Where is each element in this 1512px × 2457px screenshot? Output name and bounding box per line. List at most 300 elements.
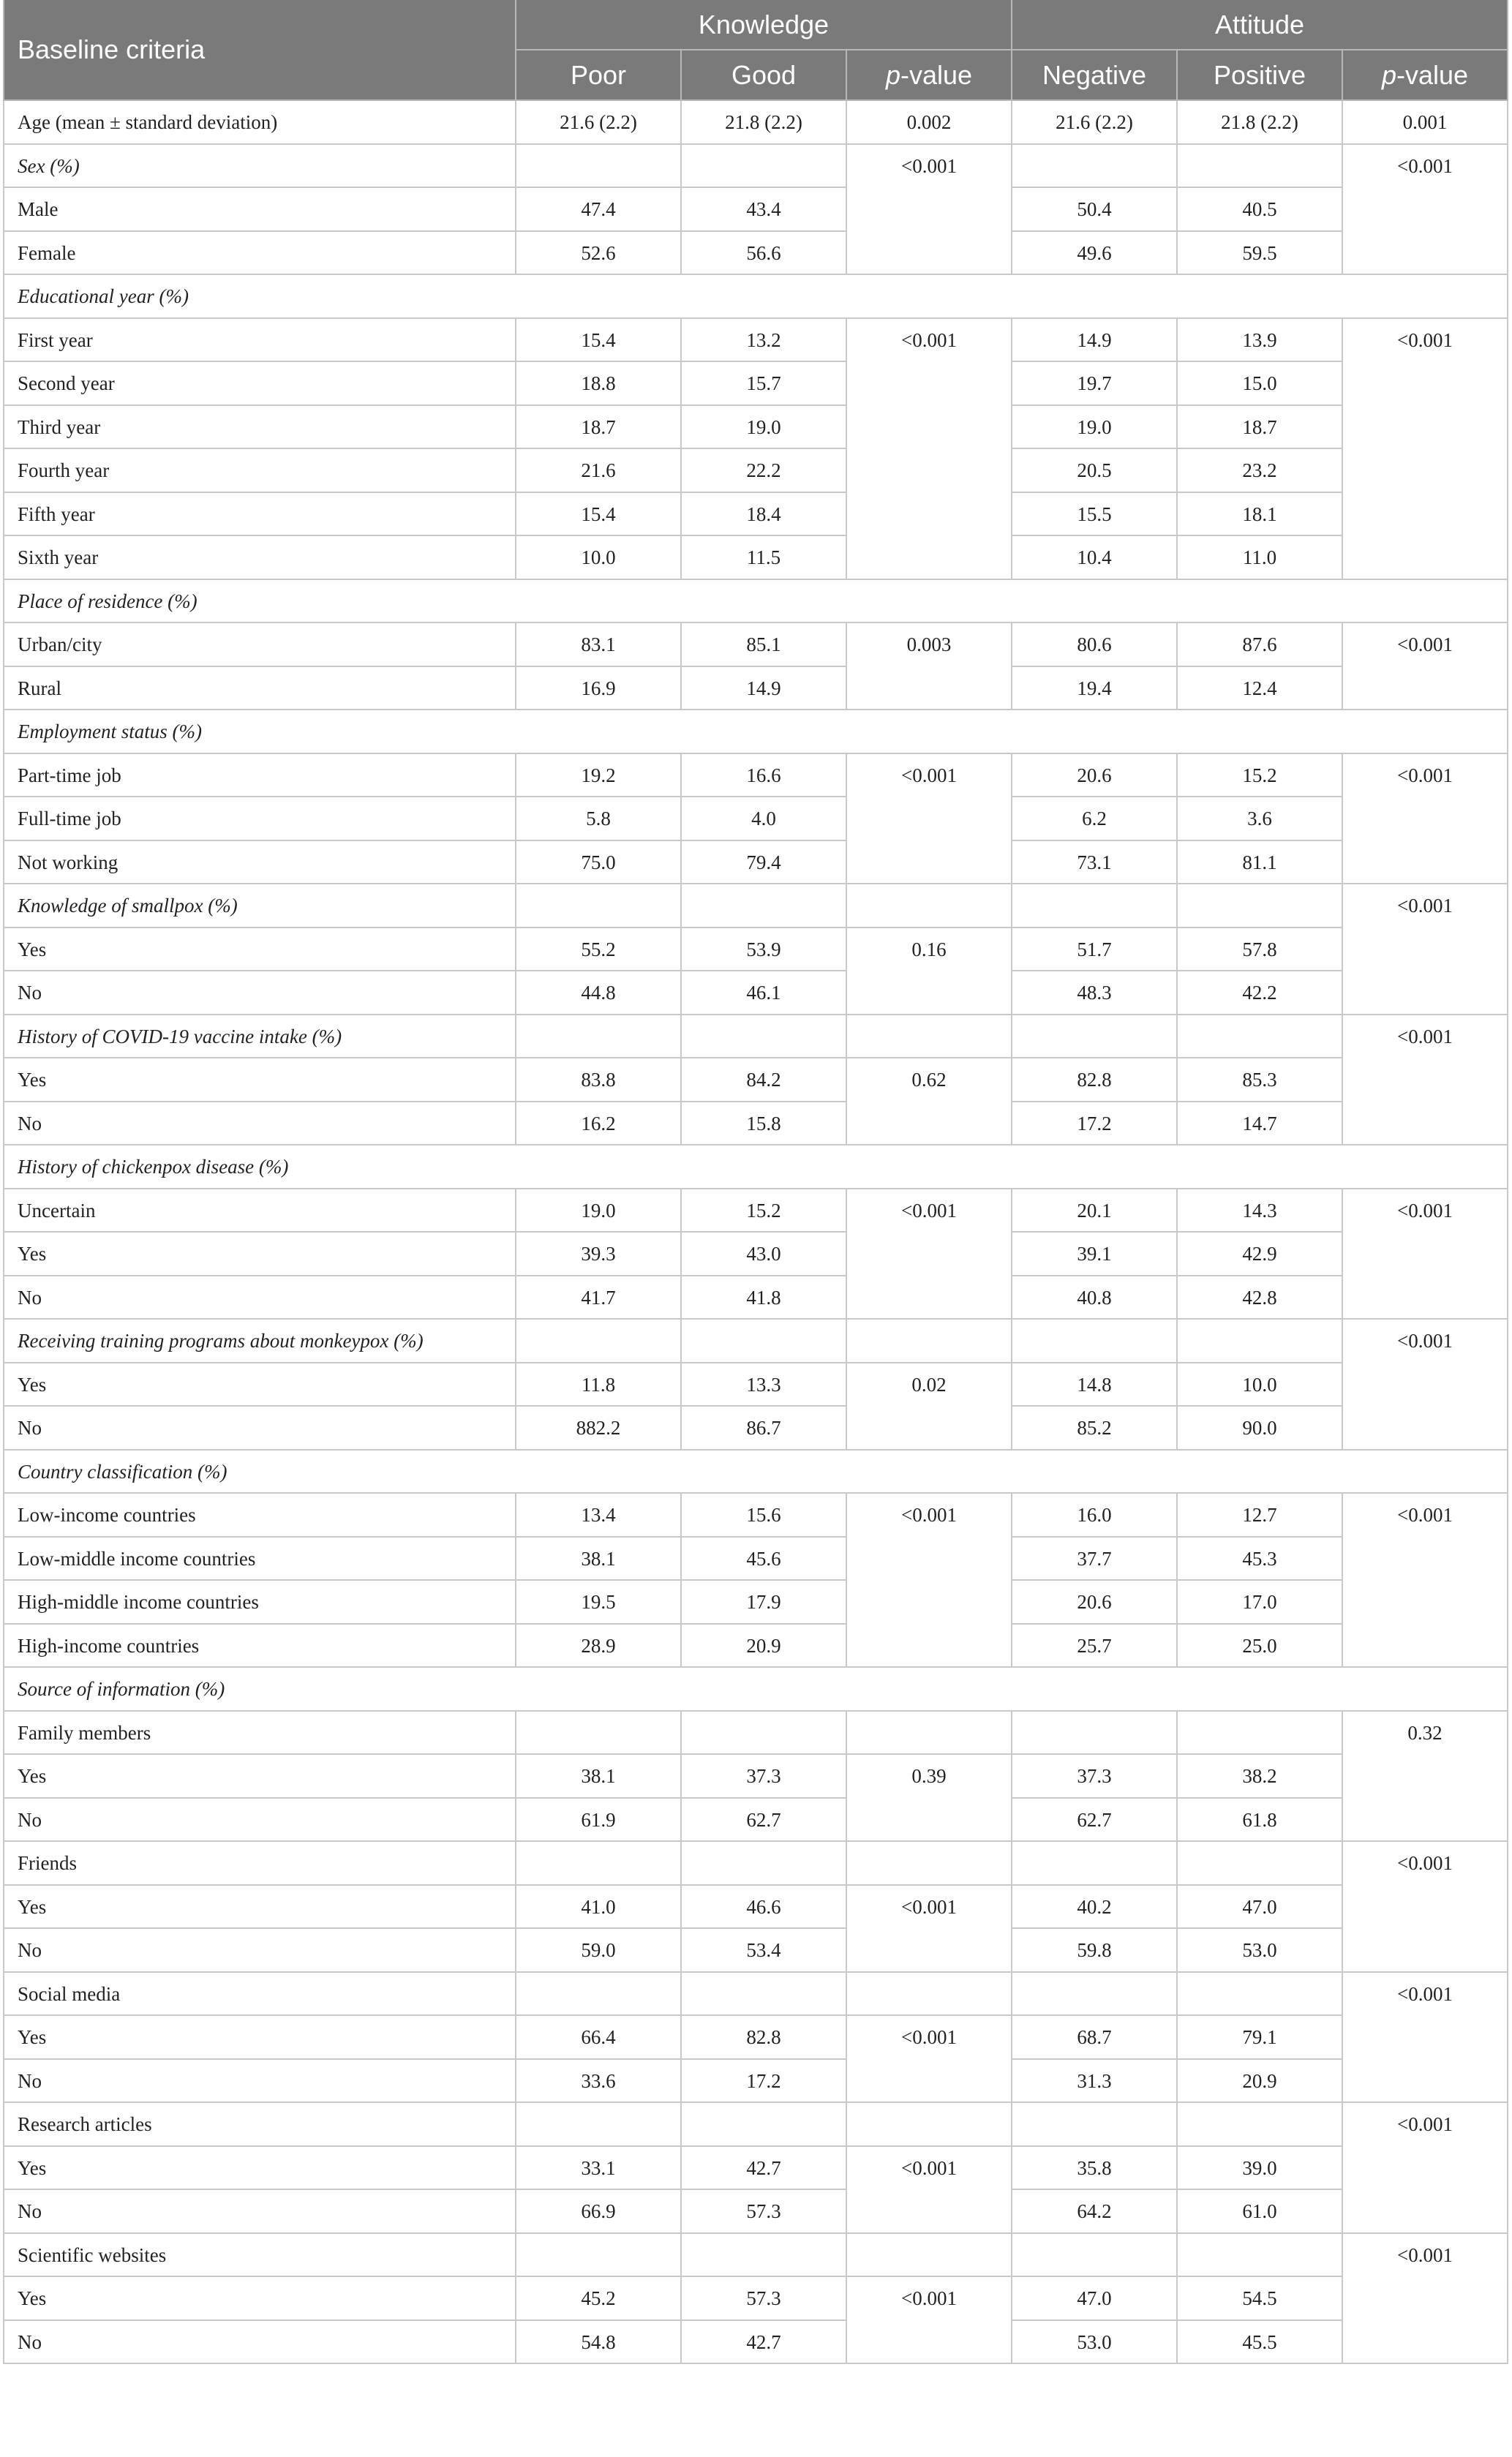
row-label: No — [4, 2189, 516, 2233]
cell-good: 16.6 — [681, 753, 846, 797]
table-body — [4, 100, 1508, 2363]
cell-good: 46.1 — [681, 971, 846, 1015]
cell-knowledge-p-value — [846, 1841, 1012, 1885]
section-row — [4, 1450, 1508, 1494]
cell-good: 46.6 — [681, 1885, 846, 1929]
cell-positive: 42.2 — [1177, 971, 1342, 1015]
section-row — [4, 1145, 1508, 1189]
cell-good: 17.2 — [681, 2059, 846, 2103]
row-label: Age (mean ± standard deviation) — [4, 100, 516, 144]
table-row — [4, 1406, 1508, 1450]
cell-poor: 18.7 — [516, 405, 681, 449]
cell-negative: 39.1 — [1012, 1232, 1177, 1276]
table-row — [4, 187, 1508, 231]
cell-good: 13.3 — [681, 1363, 846, 1407]
cell-negative: 64.2 — [1012, 2189, 1177, 2233]
cell-positive: 13.9 — [1177, 318, 1342, 362]
cell-positive — [1177, 1841, 1342, 1885]
cell-good: 19.0 — [681, 405, 846, 449]
cell-knowledge-p-value: 0.003 — [846, 622, 1012, 710]
row-label: No — [4, 1102, 516, 1145]
cell-positive: 40.5 — [1177, 187, 1342, 231]
cell-positive: 42.8 — [1177, 1276, 1342, 1320]
table-row — [4, 928, 1508, 971]
cell-negative: 37.7 — [1012, 1537, 1177, 1581]
row-label: Yes — [4, 1232, 516, 1276]
cell-positive: 15.2 — [1177, 753, 1342, 797]
cell-attitude-p-value: <0.001 — [1342, 144, 1508, 275]
cell-negative: 47.0 — [1012, 2276, 1177, 2320]
cell-poor: 21.6 — [516, 448, 681, 492]
cell-good: 45.6 — [681, 1537, 846, 1581]
cell-poor: 33.6 — [516, 2059, 681, 2103]
cell-negative: 20.6 — [1012, 753, 1177, 797]
cell-negative: 20.1 — [1012, 1189, 1177, 1233]
cell-positive: 15.0 — [1177, 361, 1342, 405]
table-row — [4, 1580, 1508, 1624]
cell-positive — [1177, 1319, 1342, 1363]
cell-attitude-p-value: <0.001 — [1342, 1972, 1508, 2103]
cell-knowledge-p-value — [846, 2233, 1012, 2277]
cell-negative: 16.0 — [1012, 1493, 1177, 1537]
table-row — [4, 2320, 1508, 2364]
header-knowledge-p-value — [846, 50, 1012, 100]
row-label: Yes — [4, 928, 516, 971]
cell-negative: 35.8 — [1012, 2146, 1177, 2190]
table-row — [4, 1885, 1508, 1929]
cell-negative: 20.6 — [1012, 1580, 1177, 1624]
cell-poor: 18.8 — [516, 361, 681, 405]
cell-good: 85.1 — [681, 622, 846, 666]
cell-poor: 83.1 — [516, 622, 681, 666]
cell-positive — [1177, 2102, 1342, 2146]
cell-poor: 52.6 — [516, 231, 681, 275]
cell-poor — [516, 884, 681, 928]
header-knowledge: Knowledge — [516, 0, 1012, 50]
cell-poor: 61.9 — [516, 1798, 681, 1842]
cell-poor: 66.4 — [516, 2015, 681, 2059]
cell-knowledge-p-value: 0.16 — [846, 928, 1012, 1015]
cell-negative — [1012, 144, 1177, 188]
header-row-groups — [4, 0, 1508, 50]
table-row — [4, 1232, 1508, 1276]
table-row — [4, 492, 1508, 536]
cell-knowledge-p-value — [846, 1972, 1012, 2016]
row-label: Yes — [4, 1885, 516, 1929]
row-label: No — [4, 1798, 516, 1842]
cell-positive: 21.8 (2.2) — [1177, 100, 1342, 144]
table-row — [4, 1058, 1508, 1102]
cell-positive — [1177, 1711, 1342, 1755]
cell-negative: 17.2 — [1012, 1102, 1177, 1145]
cell-attitude-p-value: <0.001 — [1342, 1189, 1508, 1320]
cell-knowledge-p-value — [846, 1319, 1012, 1363]
section-label: Source of information (%) — [4, 1667, 1508, 1711]
cell-negative: 10.4 — [1012, 535, 1177, 579]
cell-good: 17.9 — [681, 1580, 846, 1624]
row-label: Fifth year — [4, 492, 516, 536]
cell-attitude-p-value: 0.32 — [1342, 1711, 1508, 1842]
cell-poor — [516, 1711, 681, 1755]
cell-poor: 19.5 — [516, 1580, 681, 1624]
cell-knowledge-p-value — [846, 884, 1012, 928]
cell-good — [681, 1841, 846, 1885]
cell-negative: 49.6 — [1012, 231, 1177, 275]
cell-knowledge-p-value: 0.39 — [846, 1754, 1012, 1841]
cell-good — [681, 1319, 846, 1363]
cell-poor: 5.8 — [516, 797, 681, 840]
cell-attitude-p-value: <0.001 — [1342, 884, 1508, 1015]
cell-attitude-p-value: <0.001 — [1342, 1841, 1508, 1972]
cell-negative: 68.7 — [1012, 2015, 1177, 2059]
cell-poor: 41.0 — [516, 1885, 681, 1929]
cell-attitude-p-value: <0.001 — [1342, 622, 1508, 710]
row-label: Uncertain — [4, 1189, 516, 1233]
cell-good: 15.2 — [681, 1189, 846, 1233]
row-label: Second year — [4, 361, 516, 405]
section-row — [4, 1015, 1508, 1058]
cell-good: 18.4 — [681, 492, 846, 536]
row-label: No — [4, 2059, 516, 2103]
cell-negative: 40.8 — [1012, 1276, 1177, 1320]
cell-good: 13.2 — [681, 318, 846, 362]
cell-good: 86.7 — [681, 1406, 846, 1450]
cell-good — [681, 1015, 846, 1058]
cell-good: 79.4 — [681, 840, 846, 884]
cell-knowledge-p-value: 0.02 — [846, 1363, 1012, 1450]
table-row — [4, 840, 1508, 884]
section-label: Employment status (%) — [4, 710, 1508, 753]
cell-negative — [1012, 2233, 1177, 2277]
cell-positive: 81.1 — [1177, 840, 1342, 884]
row-label: Yes — [4, 2146, 516, 2190]
cell-positive: 10.0 — [1177, 1363, 1342, 1407]
cell-poor: 19.2 — [516, 753, 681, 797]
table-header — [4, 0, 1508, 100]
header-poor: Poor — [516, 50, 681, 100]
cell-knowledge-p-value: <0.001 — [846, 753, 1012, 884]
cell-negative: 25.7 — [1012, 1624, 1177, 1668]
cell-negative — [1012, 2102, 1177, 2146]
section-label: History of chickenpox disease (%) — [4, 1145, 1508, 1189]
table-row — [4, 1841, 1508, 1885]
cell-positive: 42.9 — [1177, 1232, 1342, 1276]
table-row — [4, 1493, 1508, 1537]
cell-good: 37.3 — [681, 1754, 846, 1798]
table-row — [4, 2015, 1508, 2059]
row-label: No — [4, 2320, 516, 2364]
table-row — [4, 318, 1508, 362]
table-row — [4, 1276, 1508, 1320]
cell-positive: 18.7 — [1177, 405, 1342, 449]
cell-negative — [1012, 1015, 1177, 1058]
cell-attitude-p-value: 0.001 — [1342, 100, 1508, 144]
cell-positive: 38.2 — [1177, 1754, 1342, 1798]
header-positive: Positive — [1177, 50, 1342, 100]
cell-poor: 39.3 — [516, 1232, 681, 1276]
cell-positive: 39.0 — [1177, 2146, 1342, 2190]
row-label: Knowledge of smallpox (%) — [4, 884, 516, 928]
cell-poor: 44.8 — [516, 971, 681, 1015]
header-baseline-criteria: Baseline criteria — [4, 0, 516, 100]
cell-good: 11.5 — [681, 535, 846, 579]
cell-poor: 59.0 — [516, 1928, 681, 1972]
row-label: No — [4, 1928, 516, 1972]
cell-attitude-p-value: <0.001 — [1342, 1015, 1508, 1145]
cell-negative: 48.3 — [1012, 971, 1177, 1015]
row-label: High-income countries — [4, 1624, 516, 1668]
cell-poor: 55.2 — [516, 928, 681, 971]
cell-good — [681, 884, 846, 928]
cell-negative: 6.2 — [1012, 797, 1177, 840]
header-good: Good — [681, 50, 846, 100]
cell-negative: 19.4 — [1012, 666, 1177, 710]
section-label: Place of residence (%) — [4, 579, 1508, 623]
cell-good: 56.6 — [681, 231, 846, 275]
cell-good: 15.6 — [681, 1493, 846, 1537]
cell-positive: 45.5 — [1177, 2320, 1342, 2364]
table-row — [4, 1928, 1508, 1972]
cell-positive: 47.0 — [1177, 1885, 1342, 1929]
cell-knowledge-p-value: <0.001 — [846, 1885, 1012, 1972]
table-row — [4, 1102, 1508, 1145]
row-label: First year — [4, 318, 516, 362]
table-row — [4, 2233, 1508, 2277]
cell-poor — [516, 2233, 681, 2277]
cell-poor: 38.1 — [516, 1537, 681, 1581]
cell-positive: 53.0 — [1177, 1928, 1342, 1972]
table-row — [4, 535, 1508, 579]
cell-attitude-p-value: <0.001 — [1342, 1493, 1508, 1667]
p-letter: p — [1381, 59, 1396, 90]
row-label: No — [4, 971, 516, 1015]
cell-poor: 33.1 — [516, 2146, 681, 2190]
cell-poor: 10.0 — [516, 535, 681, 579]
cell-good — [681, 2233, 846, 2277]
cell-negative: 40.2 — [1012, 1885, 1177, 1929]
row-label: Fourth year — [4, 448, 516, 492]
row-label: Low-middle income countries — [4, 1537, 516, 1581]
cell-poor — [516, 1972, 681, 2016]
header-attitude-p-value — [1342, 50, 1508, 100]
cell-negative — [1012, 1319, 1177, 1363]
cell-poor: 11.8 — [516, 1363, 681, 1407]
cell-knowledge-p-value — [846, 1711, 1012, 1755]
cell-knowledge-p-value: 0.62 — [846, 1058, 1012, 1145]
cell-good: 21.8 (2.2) — [681, 100, 846, 144]
cell-poor — [516, 1841, 681, 1885]
cell-poor: 38.1 — [516, 1754, 681, 1798]
row-label: Part-time job — [4, 753, 516, 797]
row-label: Third year — [4, 405, 516, 449]
cell-attitude-p-value: <0.001 — [1342, 753, 1508, 884]
table-row — [4, 1711, 1508, 1755]
cell-knowledge-p-value: <0.001 — [846, 2015, 1012, 2102]
cell-negative — [1012, 1841, 1177, 1885]
cell-knowledge-p-value — [846, 1015, 1012, 1058]
cell-knowledge-p-value: 0.002 — [846, 100, 1012, 144]
section-row — [4, 1319, 1508, 1363]
cell-good: 4.0 — [681, 797, 846, 840]
table-row — [4, 2102, 1508, 2146]
cell-positive: 23.2 — [1177, 448, 1342, 492]
cell-positive: 14.3 — [1177, 1189, 1342, 1233]
cell-poor: 21.6 (2.2) — [516, 100, 681, 144]
cell-poor: 16.9 — [516, 666, 681, 710]
cell-poor: 15.4 — [516, 318, 681, 362]
cell-poor: 47.4 — [516, 187, 681, 231]
cell-good: 42.7 — [681, 2146, 846, 2190]
table-row — [4, 1972, 1508, 2016]
cell-positive: 12.4 — [1177, 666, 1342, 710]
table-row — [4, 622, 1508, 666]
cell-poor: 83.8 — [516, 1058, 681, 1102]
cell-positive: 90.0 — [1177, 1406, 1342, 1450]
header-negative: Negative — [1012, 50, 1177, 100]
cell-knowledge-p-value: <0.001 — [846, 144, 1012, 275]
cell-good: 62.7 — [681, 1798, 846, 1842]
row-label: Male — [4, 187, 516, 231]
section-row — [4, 710, 1508, 753]
cell-positive: 79.1 — [1177, 2015, 1342, 2059]
row-label: Low-income countries — [4, 1493, 516, 1537]
cell-negative — [1012, 1711, 1177, 1755]
cell-attitude-p-value: <0.001 — [1342, 2102, 1508, 2233]
row-label: Social media — [4, 1972, 516, 2016]
table-row — [4, 2146, 1508, 2190]
cell-positive: 45.3 — [1177, 1537, 1342, 1581]
cell-positive: 12.7 — [1177, 1493, 1342, 1537]
cell-negative: 62.7 — [1012, 1798, 1177, 1842]
row-label: Yes — [4, 1363, 516, 1407]
cell-poor — [516, 1015, 681, 1058]
cell-positive: 87.6 — [1177, 622, 1342, 666]
cell-poor: 16.2 — [516, 1102, 681, 1145]
baseline-table — [3, 0, 1508, 2364]
row-label: Sixth year — [4, 535, 516, 579]
cell-poor: 75.0 — [516, 840, 681, 884]
row-label: Scientific websites — [4, 2233, 516, 2277]
row-label: Yes — [4, 1058, 516, 1102]
cell-positive: 3.6 — [1177, 797, 1342, 840]
table-row — [4, 1624, 1508, 1668]
cell-positive — [1177, 884, 1342, 928]
cell-attitude-p-value: <0.001 — [1342, 318, 1508, 579]
cell-poor: 45.2 — [516, 2276, 681, 2320]
table-row — [4, 2276, 1508, 2320]
cell-negative: 53.0 — [1012, 2320, 1177, 2364]
section-label: Educational year (%) — [4, 274, 1508, 318]
cell-knowledge-p-value: <0.001 — [846, 2146, 1012, 2233]
cell-good: 14.9 — [681, 666, 846, 710]
row-label: Full-time job — [4, 797, 516, 840]
row-label: History of COVID-19 vaccine intake (%) — [4, 1015, 516, 1058]
cell-good: 53.4 — [681, 1928, 846, 1972]
cell-good — [681, 1711, 846, 1755]
cell-attitude-p-value: <0.001 — [1342, 1319, 1508, 1450]
cell-good — [681, 144, 846, 188]
cell-knowledge-p-value: <0.001 — [846, 1189, 1012, 1320]
cell-positive: 85.3 — [1177, 1058, 1342, 1102]
table-row — [4, 231, 1508, 275]
table-row — [4, 1754, 1508, 1798]
cell-positive: 59.5 — [1177, 231, 1342, 275]
section-row — [4, 274, 1508, 318]
section-label: Country classification (%) — [4, 1450, 1508, 1494]
cell-poor — [516, 144, 681, 188]
cell-good: 41.8 — [681, 1276, 846, 1320]
cell-positive: 18.1 — [1177, 492, 1342, 536]
row-label: High-middle income countries — [4, 1580, 516, 1624]
row-label: Friends — [4, 1841, 516, 1885]
cell-good — [681, 1972, 846, 2016]
cell-negative: 19.7 — [1012, 361, 1177, 405]
cell-negative: 80.6 — [1012, 622, 1177, 666]
cell-positive — [1177, 144, 1342, 188]
cell-poor: 13.4 — [516, 1493, 681, 1537]
cell-negative — [1012, 1972, 1177, 2016]
cell-good: 82.8 — [681, 2015, 846, 2059]
cell-negative: 37.3 — [1012, 1754, 1177, 1798]
row-label: Yes — [4, 2276, 516, 2320]
cell-poor — [516, 2102, 681, 2146]
cell-knowledge-p-value — [846, 2102, 1012, 2146]
cell-positive: 61.0 — [1177, 2189, 1342, 2233]
row-label: No — [4, 1276, 516, 1320]
row-label: Receiving training programs about monkeypox (%) — [4, 1319, 516, 1363]
cell-positive — [1177, 1015, 1342, 1058]
cell-positive: 17.0 — [1177, 1580, 1342, 1624]
table-row — [4, 405, 1508, 449]
cell-good: 57.3 — [681, 2276, 846, 2320]
cell-negative: 31.3 — [1012, 2059, 1177, 2103]
table-row — [4, 448, 1508, 492]
cell-negative: 85.2 — [1012, 1406, 1177, 1450]
table-row — [4, 1798, 1508, 1842]
section-row — [4, 1667, 1508, 1711]
cell-poor: 54.8 — [516, 2320, 681, 2364]
cell-negative: 14.8 — [1012, 1363, 1177, 1407]
cell-negative: 15.5 — [1012, 492, 1177, 536]
cell-good: 42.7 — [681, 2320, 846, 2364]
section-row — [4, 884, 1508, 928]
table-row — [4, 1537, 1508, 1581]
p-suffix: -value — [900, 59, 973, 90]
row-label: Sex (%) — [4, 144, 516, 188]
row-label: Yes — [4, 2015, 516, 2059]
p-letter: p — [885, 59, 900, 90]
cell-good: 15.8 — [681, 1102, 846, 1145]
cell-positive — [1177, 1972, 1342, 2016]
cell-poor: 66.9 — [516, 2189, 681, 2233]
table-row — [4, 797, 1508, 840]
cell-poor — [516, 1319, 681, 1363]
table-row — [4, 100, 1508, 144]
cell-positive: 61.8 — [1177, 1798, 1342, 1842]
cell-knowledge-p-value: <0.001 — [846, 1493, 1012, 1667]
table-row — [4, 2059, 1508, 2103]
cell-positive: 14.7 — [1177, 1102, 1342, 1145]
section-row — [4, 579, 1508, 623]
cell-positive: 57.8 — [1177, 928, 1342, 971]
cell-poor: 882.2 — [516, 1406, 681, 1450]
cell-positive: 11.0 — [1177, 535, 1342, 579]
cell-positive — [1177, 2233, 1342, 2277]
cell-good: 57.3 — [681, 2189, 846, 2233]
cell-negative: 82.8 — [1012, 1058, 1177, 1102]
row-label: Yes — [4, 1754, 516, 1798]
cell-poor: 19.0 — [516, 1189, 681, 1233]
